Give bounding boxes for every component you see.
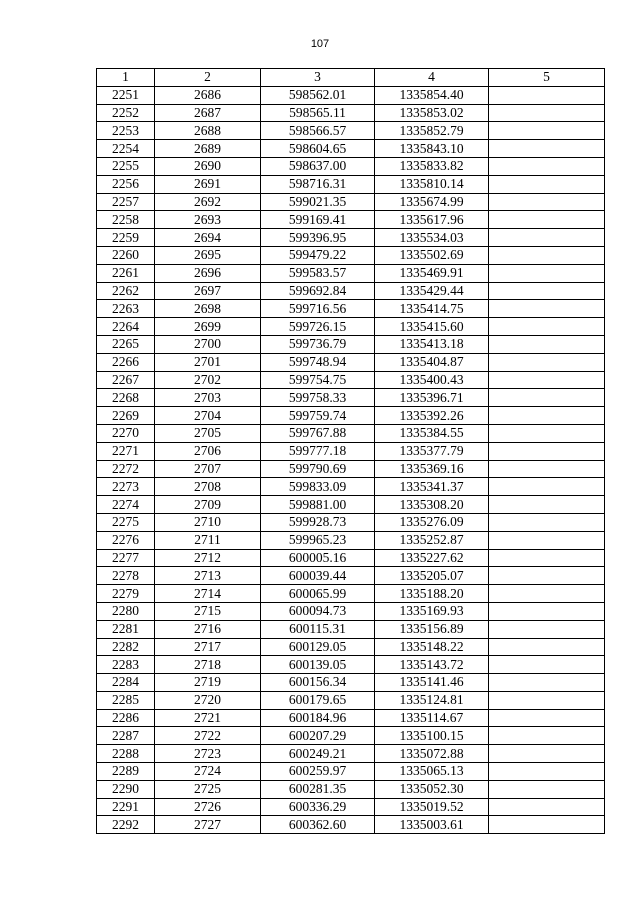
table-cell-col-1: 2275 [97, 513, 155, 531]
table-cell-col-2: 2707 [155, 460, 261, 478]
table-cell-col-5 [489, 674, 605, 692]
table-cell-col-3: 599736.79 [261, 335, 375, 353]
table-row [97, 531, 605, 549]
table-row [97, 709, 605, 727]
table-cell-col-5 [489, 727, 605, 745]
header-col-5: 5 [489, 69, 605, 87]
table-cell-col-4: 1335384.55 [375, 424, 489, 442]
table-cell-col-3: 600065.99 [261, 585, 375, 603]
table-cell-col-5 [489, 798, 605, 816]
table-cell-col-5 [489, 246, 605, 264]
table-row [97, 620, 605, 638]
table-cell-col-1: 2262 [97, 282, 155, 300]
table-cell-col-1: 2279 [97, 585, 155, 603]
table-cell-col-4: 1335843.10 [375, 140, 489, 158]
table-row [97, 691, 605, 709]
table-row [97, 602, 605, 620]
table-cell-col-4: 1335003.61 [375, 816, 489, 834]
table-cell-col-1: 2253 [97, 122, 155, 140]
table-cell-col-3: 599754.75 [261, 371, 375, 389]
table-cell-col-5 [489, 193, 605, 211]
table-cell-col-1: 2290 [97, 780, 155, 798]
table-row [97, 763, 605, 781]
table-cell-col-5 [489, 602, 605, 620]
table-cell-col-5 [489, 389, 605, 407]
table-row [97, 157, 605, 175]
table-cell-col-5 [489, 620, 605, 638]
table-cell-col-4: 1335065.13 [375, 763, 489, 781]
table-cell-col-3: 599726.15 [261, 318, 375, 336]
table-cell-col-4: 1335052.30 [375, 780, 489, 798]
table-row [97, 389, 605, 407]
table-cell-col-5 [489, 567, 605, 585]
table-cell-col-3: 599759.74 [261, 407, 375, 425]
table-cell-col-4: 1335205.07 [375, 567, 489, 585]
table-cell-col-1: 2288 [97, 745, 155, 763]
table-cell-col-3: 599928.73 [261, 513, 375, 531]
table-cell-col-1: 2270 [97, 424, 155, 442]
table-cell-col-4: 1335072.88 [375, 745, 489, 763]
table-cell-col-2: 2704 [155, 407, 261, 425]
table-cell-col-1: 2256 [97, 175, 155, 193]
table-cell-col-2: 2695 [155, 246, 261, 264]
table-cell-col-3: 599692.84 [261, 282, 375, 300]
table-cell-col-3: 598604.65 [261, 140, 375, 158]
table-cell-col-2: 2714 [155, 585, 261, 603]
table-cell-col-5 [489, 157, 605, 175]
table-cell-col-2: 2693 [155, 211, 261, 229]
table-cell-col-4: 1335414.75 [375, 300, 489, 318]
table-cell-col-1: 2285 [97, 691, 155, 709]
table-cell-col-1: 2291 [97, 798, 155, 816]
table-cell-col-2: 2711 [155, 531, 261, 549]
table-cell-col-5 [489, 816, 605, 834]
table-cell-col-1: 2258 [97, 211, 155, 229]
table-row [97, 246, 605, 264]
table-cell-col-1: 2277 [97, 549, 155, 567]
table-cell-col-1: 2259 [97, 229, 155, 247]
table-row [97, 513, 605, 531]
table-row [97, 353, 605, 371]
table-row [97, 104, 605, 122]
table-cell-col-5 [489, 513, 605, 531]
table-cell-col-3: 600094.73 [261, 602, 375, 620]
table-cell-col-1: 2260 [97, 246, 155, 264]
table-cell-col-2: 2703 [155, 389, 261, 407]
table-row [97, 282, 605, 300]
table-cell-col-2: 2694 [155, 229, 261, 247]
table-cell-col-1: 2286 [97, 709, 155, 727]
table-cell-col-1: 2264 [97, 318, 155, 336]
table-cell-col-5 [489, 104, 605, 122]
table-cell-col-2: 2712 [155, 549, 261, 567]
table-cell-col-1: 2287 [97, 727, 155, 745]
table-row [97, 407, 605, 425]
table-row [97, 424, 605, 442]
table-cell-col-1: 2276 [97, 531, 155, 549]
table-cell-col-2: 2718 [155, 656, 261, 674]
table-cell-col-2: 2700 [155, 335, 261, 353]
table-cell-col-4: 1335415.60 [375, 318, 489, 336]
table-cell-col-5 [489, 460, 605, 478]
table-cell-col-3: 599758.33 [261, 389, 375, 407]
table-cell-col-3: 600156.34 [261, 674, 375, 692]
table-cell-col-4: 1335853.02 [375, 104, 489, 122]
table-cell-col-4: 1335114.67 [375, 709, 489, 727]
table-cell-col-4: 1335143.72 [375, 656, 489, 674]
table-cell-col-3: 598716.31 [261, 175, 375, 193]
table-cell-col-2: 2724 [155, 763, 261, 781]
table-cell-col-2: 2723 [155, 745, 261, 763]
table-cell-col-5 [489, 424, 605, 442]
table-cell-col-4: 1335852.79 [375, 122, 489, 140]
table-cell-col-3: 599479.22 [261, 246, 375, 264]
table-cell-col-1: 2265 [97, 335, 155, 353]
table-cell-col-3: 600249.21 [261, 745, 375, 763]
header-col-4: 4 [375, 69, 489, 87]
table-cell-col-3: 599767.88 [261, 424, 375, 442]
table-row [97, 549, 605, 567]
table-cell-col-5 [489, 709, 605, 727]
table-cell-col-4: 1335169.93 [375, 602, 489, 620]
table-cell-col-1: 2278 [97, 567, 155, 585]
table-cell-col-2: 2687 [155, 104, 261, 122]
table-cell-col-4: 1335833.82 [375, 157, 489, 175]
table-cell-col-3: 599716.56 [261, 300, 375, 318]
table-cell-col-2: 2719 [155, 674, 261, 692]
table-cell-col-5 [489, 691, 605, 709]
table-cell-col-4: 1335276.09 [375, 513, 489, 531]
table-cell-col-1: 2254 [97, 140, 155, 158]
table-cell-col-1: 2292 [97, 816, 155, 834]
table-cell-col-2: 2702 [155, 371, 261, 389]
table-cell-col-2: 2721 [155, 709, 261, 727]
table-cell-col-2: 2692 [155, 193, 261, 211]
table-cell-col-3: 599833.09 [261, 478, 375, 496]
table-row [97, 193, 605, 211]
table-cell-col-1: 2280 [97, 602, 155, 620]
table-cell-col-2: 2696 [155, 264, 261, 282]
table-cell-col-2: 2716 [155, 620, 261, 638]
table-row [97, 335, 605, 353]
table-cell-col-2: 2710 [155, 513, 261, 531]
table-cell-col-5 [489, 264, 605, 282]
table-cell-col-2: 2697 [155, 282, 261, 300]
table-cell-col-5 [489, 763, 605, 781]
table-cell-col-4: 1335148.22 [375, 638, 489, 656]
table-cell-col-4: 1335469.91 [375, 264, 489, 282]
table-cell-col-1: 2272 [97, 460, 155, 478]
table-row [97, 656, 605, 674]
table-cell-col-1: 2269 [97, 407, 155, 425]
table-row [97, 300, 605, 318]
header-row [97, 69, 605, 87]
table-cell-col-5 [489, 549, 605, 567]
table-cell-col-3: 599881.00 [261, 496, 375, 514]
table-cell-col-4: 1335810.14 [375, 175, 489, 193]
table-cell-col-2: 2713 [155, 567, 261, 585]
table-cell-col-4: 1335341.37 [375, 478, 489, 496]
table-row [97, 140, 605, 158]
table-cell-col-4: 1335392.26 [375, 407, 489, 425]
table-cell-col-2: 2717 [155, 638, 261, 656]
table-row [97, 175, 605, 193]
table-cell-col-5 [489, 496, 605, 514]
table-cell-col-3: 600184.96 [261, 709, 375, 727]
table-cell-col-5 [489, 585, 605, 603]
table-cell-col-2: 2709 [155, 496, 261, 514]
table-cell-col-5 [489, 531, 605, 549]
table-cell-col-2: 2690 [155, 157, 261, 175]
table-cell-col-5 [489, 211, 605, 229]
table-cell-col-2: 2722 [155, 727, 261, 745]
table-row [97, 638, 605, 656]
table-cell-col-1: 2268 [97, 389, 155, 407]
table-cell-col-2: 2689 [155, 140, 261, 158]
table-cell-col-3: 598637.00 [261, 157, 375, 175]
table-row [97, 442, 605, 460]
table-cell-col-4: 1335227.62 [375, 549, 489, 567]
table-row [97, 460, 605, 478]
table-row [97, 727, 605, 745]
table-row [97, 122, 605, 140]
table-cell-col-5 [489, 175, 605, 193]
table-cell-col-3: 600139.05 [261, 656, 375, 674]
table-cell-col-3: 599396.95 [261, 229, 375, 247]
table-cell-col-4: 1335019.52 [375, 798, 489, 816]
table-cell-col-4: 1335400.43 [375, 371, 489, 389]
table-cell-col-5 [489, 140, 605, 158]
table-cell-col-3: 599790.69 [261, 460, 375, 478]
table-cell-col-5 [489, 122, 605, 140]
table-row [97, 478, 605, 496]
table-row [97, 585, 605, 603]
table-row [97, 674, 605, 692]
table-cell-col-3: 599777.18 [261, 442, 375, 460]
table-cell-col-1: 2267 [97, 371, 155, 389]
table-cell-col-3: 598562.01 [261, 86, 375, 104]
table-row [97, 229, 605, 247]
table-cell-col-4: 1335404.87 [375, 353, 489, 371]
table-cell-col-5 [489, 745, 605, 763]
table-cell-col-2: 2725 [155, 780, 261, 798]
table-cell-col-4: 1335188.20 [375, 585, 489, 603]
table-cell-col-2: 2706 [155, 442, 261, 460]
table-cell-col-1: 2252 [97, 104, 155, 122]
table-cell-col-2: 2699 [155, 318, 261, 336]
table-cell-col-4: 1335854.40 [375, 86, 489, 104]
table-cell-col-4: 1335396.71 [375, 389, 489, 407]
table-row [97, 567, 605, 585]
table-cell-col-1: 2266 [97, 353, 155, 371]
table-cell-col-5 [489, 407, 605, 425]
table-row [97, 780, 605, 798]
table-cell-col-4: 1335429.44 [375, 282, 489, 300]
table-cell-col-5 [489, 638, 605, 656]
table-cell-col-3: 598566.57 [261, 122, 375, 140]
table-cell-col-4: 1335377.79 [375, 442, 489, 460]
table-cell-col-2: 2708 [155, 478, 261, 496]
table-cell-col-4: 1335308.20 [375, 496, 489, 514]
table-cell-col-4: 1335369.16 [375, 460, 489, 478]
table-cell-col-4: 1335252.87 [375, 531, 489, 549]
table-body [97, 86, 605, 833]
table-cell-col-1: 2274 [97, 496, 155, 514]
table-cell-col-4: 1335674.99 [375, 193, 489, 211]
table-header [97, 69, 605, 87]
table-cell-col-5 [489, 780, 605, 798]
table-row [97, 371, 605, 389]
table-row [97, 496, 605, 514]
table-cell-col-1: 2261 [97, 264, 155, 282]
table-cell-col-2: 2688 [155, 122, 261, 140]
table-cell-col-1: 2251 [97, 86, 155, 104]
table-cell-col-5 [489, 442, 605, 460]
table-cell-col-3: 598565.11 [261, 104, 375, 122]
table-row [97, 318, 605, 336]
table-cell-col-1: 2273 [97, 478, 155, 496]
table-cell-col-4: 1335100.15 [375, 727, 489, 745]
table-cell-col-2: 2715 [155, 602, 261, 620]
table-cell-col-5 [489, 318, 605, 336]
table-cell-col-1: 2289 [97, 763, 155, 781]
table-row [97, 745, 605, 763]
table-cell-col-3: 599169.41 [261, 211, 375, 229]
table-cell-col-5 [489, 656, 605, 674]
table-cell-col-1: 2255 [97, 157, 155, 175]
table-cell-col-2: 2686 [155, 86, 261, 104]
table-cell-col-2: 2727 [155, 816, 261, 834]
table-cell-col-1: 2257 [97, 193, 155, 211]
table-cell-col-1: 2271 [97, 442, 155, 460]
table-cell-col-5 [489, 371, 605, 389]
table-cell-col-3: 599583.57 [261, 264, 375, 282]
table-cell-col-4: 1335413.18 [375, 335, 489, 353]
table-cell-col-4: 1335502.69 [375, 246, 489, 264]
table-cell-col-5 [489, 353, 605, 371]
table-cell-col-1: 2284 [97, 674, 155, 692]
header-col-3: 3 [261, 69, 375, 87]
table-cell-col-2: 2698 [155, 300, 261, 318]
table-cell-col-3: 600129.05 [261, 638, 375, 656]
table-cell-col-2: 2705 [155, 424, 261, 442]
table-cell-col-4: 1335156.89 [375, 620, 489, 638]
table-cell-col-3: 600039.44 [261, 567, 375, 585]
table-cell-col-3: 600259.97 [261, 763, 375, 781]
table-cell-col-3: 600281.35 [261, 780, 375, 798]
table-cell-col-5 [489, 300, 605, 318]
table-cell-col-5 [489, 282, 605, 300]
table-cell-col-3: 600115.31 [261, 620, 375, 638]
table-row [97, 798, 605, 816]
table-cell-col-4: 1335124.81 [375, 691, 489, 709]
table-cell-col-2: 2691 [155, 175, 261, 193]
table-cell-col-1: 2281 [97, 620, 155, 638]
table-cell-col-3: 600336.29 [261, 798, 375, 816]
table-row [97, 86, 605, 104]
table-cell-col-5 [489, 335, 605, 353]
table-cell-col-2: 2720 [155, 691, 261, 709]
coordinates-table [96, 68, 605, 834]
table-cell-col-3: 600005.16 [261, 549, 375, 567]
table-cell-col-3: 600207.29 [261, 727, 375, 745]
table-cell-col-4: 1335141.46 [375, 674, 489, 692]
table-cell-col-2: 2701 [155, 353, 261, 371]
header-col-2: 2 [155, 69, 261, 87]
table-cell-col-4: 1335534.03 [375, 229, 489, 247]
header-col-1: 1 [97, 69, 155, 87]
table-row [97, 264, 605, 282]
table-cell-col-3: 600179.65 [261, 691, 375, 709]
page-number: 107 [310, 38, 330, 50]
table-row [97, 211, 605, 229]
table-cell-col-3: 599965.23 [261, 531, 375, 549]
table-cell-col-5 [489, 229, 605, 247]
table-cell-col-3: 599021.35 [261, 193, 375, 211]
table-cell-col-3: 600362.60 [261, 816, 375, 834]
table-row [97, 816, 605, 834]
table-cell-col-5 [489, 478, 605, 496]
table-cell-col-3: 599748.94 [261, 353, 375, 371]
table-cell-col-4: 1335617.96 [375, 211, 489, 229]
table-cell-col-2: 2726 [155, 798, 261, 816]
table-cell-col-1: 2282 [97, 638, 155, 656]
table-cell-col-1: 2263 [97, 300, 155, 318]
table-cell-col-5 [489, 86, 605, 104]
table-cell-col-1: 2283 [97, 656, 155, 674]
